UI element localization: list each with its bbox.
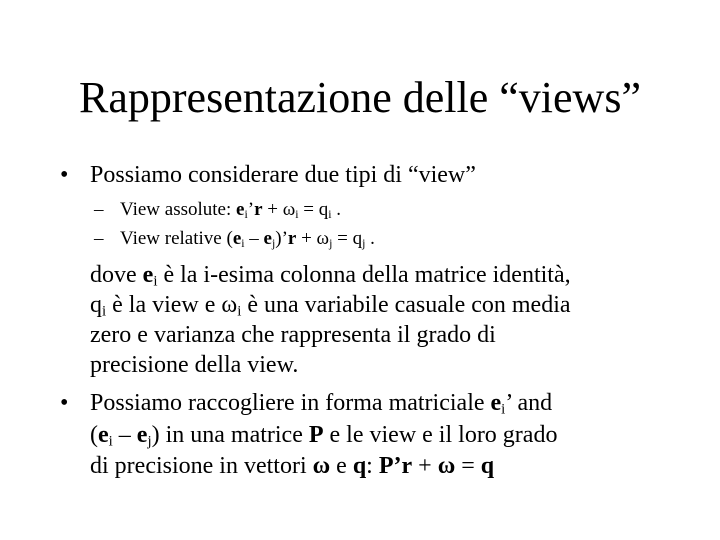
- bullet-1-text: Possiamo considerare due tipi di “view”: [90, 162, 476, 188]
- bullet-2-line-3: di precisione in vettori ω e q: P’r + ω = q: [90, 453, 495, 479]
- continuation-line-2: $q_i$ è la view e $\omega_i$ è una variabile casuale con media: [90, 292, 571, 320]
- bullet-2-line-1: Possiamo raccogliere in forma matriciale $e_i$’ and: [90, 390, 553, 418]
- subitem-2-text: View relative ($e_i$ – $e_j)’r + \omega_j = q_j$ .: [120, 228, 375, 250]
- dash-marker: –: [94, 228, 104, 249]
- slide-title: Rappresentazione delle “views”: [79, 73, 641, 122]
- subitem-1-text: View assolute: $e_i’r + \omega_i = q_i$ .: [120, 199, 342, 221]
- bullet-2-line-2: $(e_i - e_j)$ in una matrice P e le view e il loro grado: [90, 422, 558, 450]
- continuation-line-4: precisione della view.: [90, 352, 299, 378]
- bullet-marker: •: [60, 390, 69, 416]
- continuation-line-3: zero e varianza che rappresenta il grado di: [90, 322, 496, 348]
- dash-marker: –: [94, 199, 104, 220]
- continuation-line-1: dove $e_i$ è la i-esima colonna della matrice identità,: [90, 262, 571, 290]
- bullet-marker: •: [60, 162, 69, 188]
